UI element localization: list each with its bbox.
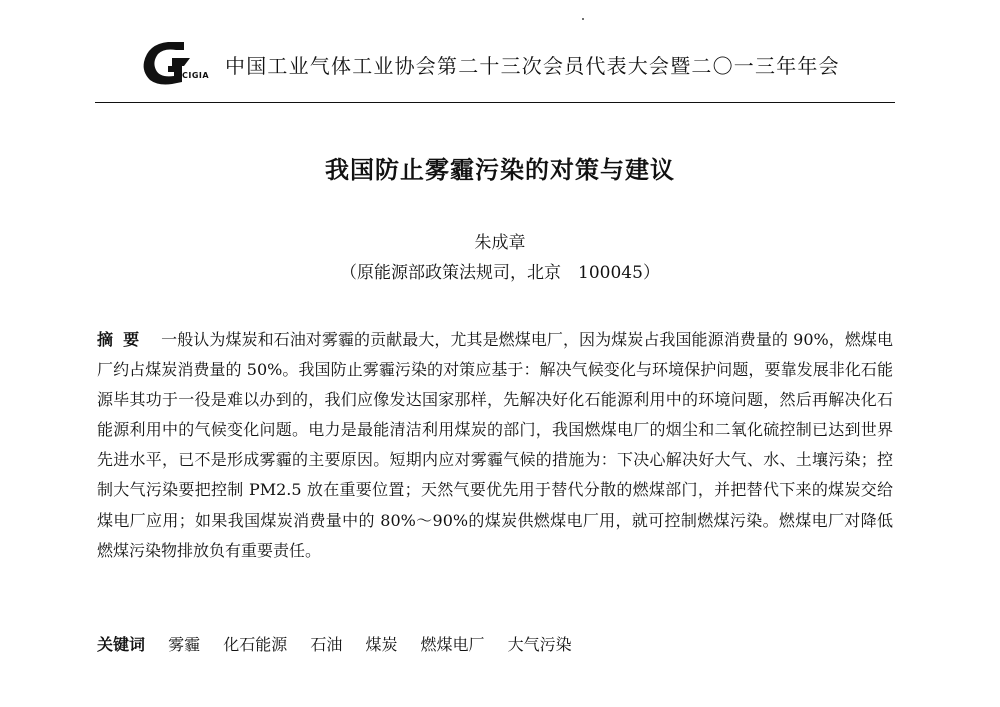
author-name: 朱成章 bbox=[474, 233, 526, 253]
keyword: 燃煤电厂 bbox=[420, 635, 485, 654]
abstract-text: 一般认为煤炭和石油对雾霾的贡献最大，尤其是燃煤电厂，因为煤炭占我国能源消费量的 90%，燃煤电厂约占煤炭消费量的 50%。我国防止雾霾污染的对策应基于：解决气候变化与环境保护问题，要靠发展非化石能源毕其功于一役是难以办到的，我们应像发达国家那样，先解决好化石能源利用中的环境问题，然后再解决化石能源利用中的气候变化问题。电力是最能清洁利用煤炭的部门，我国燃煤电厂的烟尘和二氧化硫控制已达到世界先进水平，已不是形成雾霾的主要原因。短期内应对雾霾气候的措施为：下决心解决好大气、水、土壤污染；控制大气污染要把控制 PM2.5 放在重要位置；天然气要优先用于替代分散的燃煤部门，并把替代下来的煤炭交给煤电厂应用；如果我国煤炭消费量中的 80%～90%的煤炭供燃煤电厂用，就可控制燃煤污染。燃煤电厂对降低燃煤污染物排放负有重要责任。 bbox=[97, 330, 893, 560]
keyword: 雾霾 bbox=[168, 635, 201, 654]
conference-title: 中国工业气体工业协会第二十三次会员代表大会暨二〇一三年年会 bbox=[225, 54, 840, 78]
logo-text: CIGIA bbox=[182, 71, 210, 80]
keyword: 化石能源 bbox=[223, 635, 288, 654]
cigia-logo-icon bbox=[138, 38, 210, 88]
abstract bbox=[97, 325, 893, 566]
keywords-label: 关键词 bbox=[97, 635, 146, 654]
abstract-label: 摘要 bbox=[97, 330, 150, 349]
conference-header bbox=[95, 38, 895, 102]
cigia-logo bbox=[138, 38, 210, 88]
scan-speck bbox=[582, 18, 584, 20]
author-affiliation: （原能源部政策法规司，北京 100045） bbox=[340, 263, 660, 283]
paper-title: 我国防止雾霾污染的对策与建议 bbox=[325, 156, 675, 184]
keyword: 大气污染 bbox=[507, 635, 572, 654]
keyword: 煤炭 bbox=[365, 635, 398, 654]
keyword: 石油 bbox=[310, 635, 343, 654]
header-rule bbox=[95, 102, 895, 103]
keywords bbox=[97, 632, 893, 655]
